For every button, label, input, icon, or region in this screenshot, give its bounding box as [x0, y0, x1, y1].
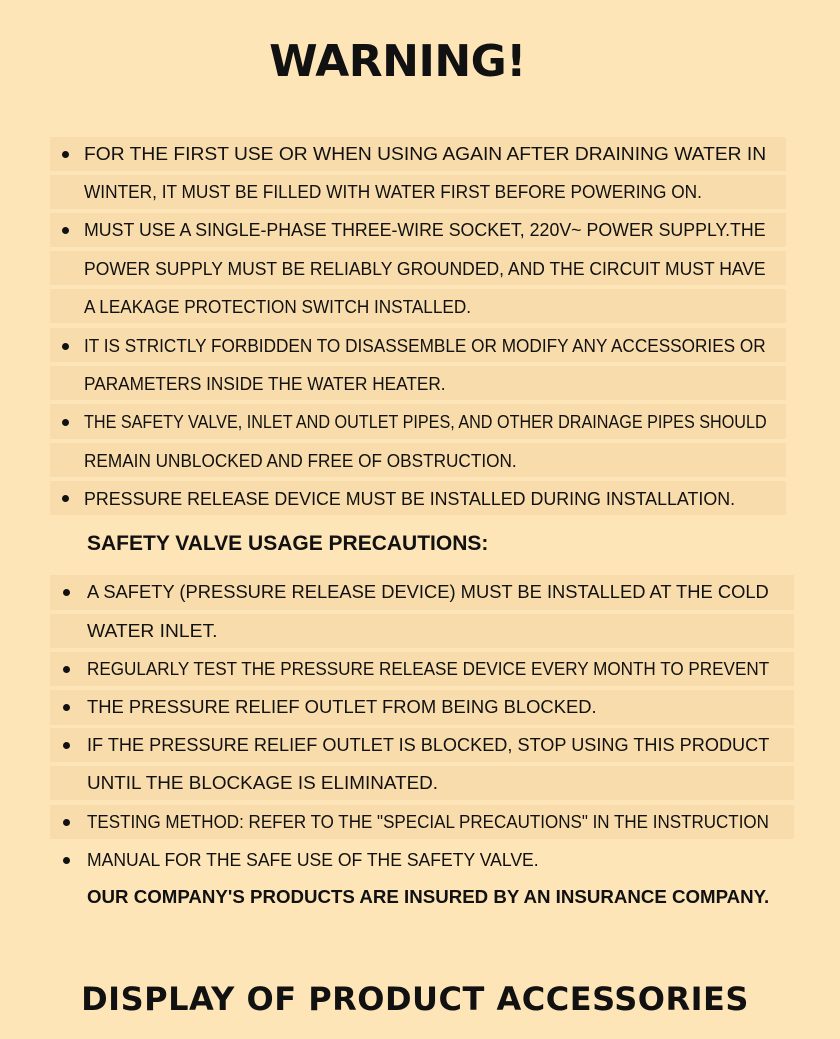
precaution-line: REGULARLY TEST THE PRESSURE RELEASE DEVICE EVERY MONTH TO PREVENT — [87, 658, 770, 679]
insurance-note: OUR COMPANY'S PRODUCTS ARE INSURED BY AN INSURANCE COMPANY. — [87, 886, 770, 907]
bullet-icon — [62, 227, 69, 234]
precaution-line: THE PRESSURE RELIEF OUTLET FROM BEING BLOCKED. — [87, 696, 597, 717]
warning-line: PARAMETERS INSIDE THE WATER HEATER. — [84, 373, 446, 394]
warning-line: IT IS STRICTLY FORBIDDEN TO DISASSEMBLE OR MODIFY ANY ACCESSORIES OR — [84, 335, 766, 356]
precaution-line: MANUAL FOR THE SAFE USE OF THE SAFETY VALVE. — [87, 849, 539, 870]
bullet-icon — [62, 343, 69, 350]
warning-line: POWER SUPPLY MUST BE RELIABLY GROUNDED, AND THE CIRCUIT MUST HAVE — [84, 258, 766, 279]
section-heading: SAFETY VALVE USAGE PRECAUTIONS: — [87, 532, 489, 555]
precaution-line: WATER INLET. — [87, 620, 218, 641]
bullet-icon — [63, 589, 70, 596]
bullet-icon — [63, 857, 70, 864]
bullet-icon — [63, 819, 70, 826]
accessories-title: DISPLAY OF PRODUCT ACCESSORIES — [81, 980, 749, 1018]
precaution-line: A SAFETY (PRESSURE RELEASE DEVICE) MUST BE INSTALLED AT THE COLD — [87, 581, 769, 602]
warning-line: MUST USE A SINGLE-PHASE THREE-WIRE SOCKET, 220V~ POWER SUPPLY.THE — [84, 219, 766, 240]
bullet-icon — [62, 419, 69, 426]
warning-line: WINTER, IT MUST BE FILLED WITH WATER FIRST BEFORE POWERING ON. — [84, 181, 702, 202]
warning-line: REMAIN UNBLOCKED AND FREE OF OBSTRUCTION. — [84, 450, 517, 471]
precaution-line: UNTIL THE BLOCKAGE IS ELIMINATED. — [87, 772, 439, 793]
bullet-icon — [62, 151, 69, 158]
bullet-icon — [63, 666, 70, 673]
warning-line: A LEAKAGE PROTECTION SWITCH INSTALLED. — [84, 296, 472, 317]
warning-line: FOR THE FIRST USE OR WHEN USING AGAIN AFTER DRAINING WATER IN — [84, 143, 767, 164]
bullet-icon — [63, 742, 70, 749]
precaution-line: IF THE PRESSURE RELIEF OUTLET IS BLOCKED, STOP USING THIS PRODUCT — [87, 734, 770, 755]
warning-line: THE SAFETY VALVE, INLET AND OUTLET PIPES, AND OTHER DRAINAGE PIPES SHOULD — [84, 411, 767, 432]
bullet-icon — [63, 704, 70, 711]
precaution-line: TESTING METHOD: REFER TO THE "SPECIAL PRECAUTIONS" IN THE INSTRUCTION — [87, 811, 769, 832]
warning-line: PRESSURE RELEASE DEVICE MUST BE INSTALLED DURING INSTALLATION. — [84, 488, 736, 509]
warning-title: WARNING! — [269, 36, 526, 87]
bullet-icon — [62, 495, 69, 502]
